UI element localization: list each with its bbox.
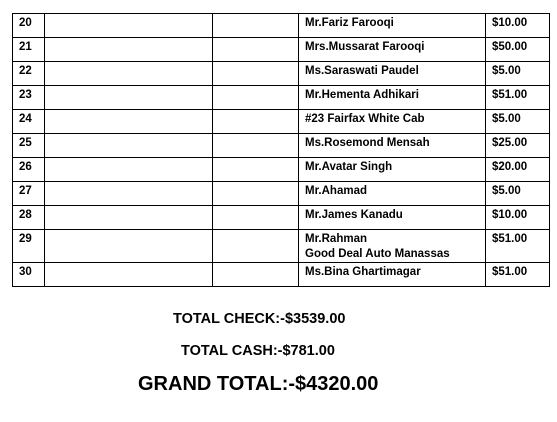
total-check: TOTAL CHECK:-$3539.00	[173, 311, 346, 327]
donor-name: #23 Fairfax White Cab	[305, 113, 425, 125]
table-body	[13, 14, 550, 287]
row-number-cell: 20	[13, 14, 45, 38]
table-row	[13, 263, 550, 287]
total-cash: TOTAL CASH:-$781.00	[181, 343, 335, 359]
row-number-cell: 30	[13, 263, 45, 287]
empty-cell	[213, 134, 299, 158]
empty-cell	[45, 38, 213, 62]
table-row	[13, 14, 550, 38]
empty-cell	[213, 182, 299, 206]
row-number-cell: 28	[13, 206, 45, 230]
table-row	[13, 86, 550, 110]
empty-cell	[213, 230, 299, 263]
empty-cell	[213, 38, 299, 62]
empty-cell	[45, 158, 213, 182]
donor-name-cell	[299, 86, 486, 110]
row-number-cell: 21	[13, 38, 45, 62]
donor-name-cell	[299, 206, 486, 230]
empty-cell	[45, 230, 213, 263]
donations-table	[12, 13, 550, 287]
amount-cell: $20.00	[486, 158, 550, 182]
donor-name: Mr.Fariz Farooqi	[305, 17, 394, 29]
table-row	[13, 206, 550, 230]
empty-cell	[213, 86, 299, 110]
empty-cell	[213, 206, 299, 230]
amount-cell: $5.00	[486, 62, 550, 86]
donor-name-cell	[299, 230, 486, 263]
row-number-cell: 29	[13, 230, 45, 263]
table-row	[13, 158, 550, 182]
empty-cell	[45, 206, 213, 230]
table-row	[13, 110, 550, 134]
table-row	[13, 230, 550, 263]
amount-cell: $51.00	[486, 86, 550, 110]
amount-cell: $10.00	[486, 14, 550, 38]
donor-name: Ms.Rosemond Mensah	[305, 137, 430, 149]
empty-cell	[45, 134, 213, 158]
amount-cell: $51.00	[486, 230, 550, 263]
donor-name: Mr.Rahman	[305, 233, 367, 245]
donor-name: Mrs.Mussarat Farooqi	[305, 41, 425, 53]
donor-name: Mr.Hementa Adhikari	[305, 89, 419, 101]
donor-name-cell	[299, 38, 486, 62]
empty-cell	[213, 158, 299, 182]
donor-name-cell	[299, 62, 486, 86]
empty-cell	[45, 182, 213, 206]
empty-cell	[213, 263, 299, 287]
table-row	[13, 62, 550, 86]
empty-cell	[213, 62, 299, 86]
amount-cell: $5.00	[486, 110, 550, 134]
empty-cell	[45, 62, 213, 86]
row-number-cell: 23	[13, 86, 45, 110]
table-row	[13, 38, 550, 62]
row-number-cell: 22	[13, 62, 45, 86]
donor-name-cell	[299, 110, 486, 134]
amount-cell: $50.00	[486, 38, 550, 62]
donor-name-cell	[299, 182, 486, 206]
table-row	[13, 134, 550, 158]
empty-cell	[45, 263, 213, 287]
empty-cell	[213, 110, 299, 134]
donor-name-cell	[299, 263, 486, 287]
empty-cell	[45, 14, 213, 38]
donor-name: Ms.Saraswati Paudel	[305, 65, 419, 77]
amount-cell: $25.00	[486, 134, 550, 158]
amount-cell: $10.00	[486, 206, 550, 230]
donor-name-second-line: Good Deal Auto Manassas	[305, 248, 450, 260]
donor-name-cell	[299, 134, 486, 158]
donor-name: Ms.Bina Ghartimagar	[305, 266, 421, 278]
row-number-cell: 27	[13, 182, 45, 206]
empty-cell	[45, 86, 213, 110]
empty-cell	[45, 110, 213, 134]
donor-name: Mr.Ahamad	[305, 185, 367, 197]
row-number-cell: 25	[13, 134, 45, 158]
row-number-cell: 24	[13, 110, 45, 134]
row-number-cell: 26	[13, 158, 45, 182]
donor-name-cell	[299, 14, 486, 38]
donor-name-cell	[299, 158, 486, 182]
grand-total: GRAND TOTAL:-$4320.00	[138, 373, 379, 395]
amount-cell: $5.00	[486, 182, 550, 206]
empty-cell	[213, 14, 299, 38]
donor-name: Mr.James Kanadu	[305, 209, 403, 221]
donor-name: Mr.Avatar Singh	[305, 161, 393, 173]
table-row	[13, 182, 550, 206]
amount-cell: $51.00	[486, 263, 550, 287]
